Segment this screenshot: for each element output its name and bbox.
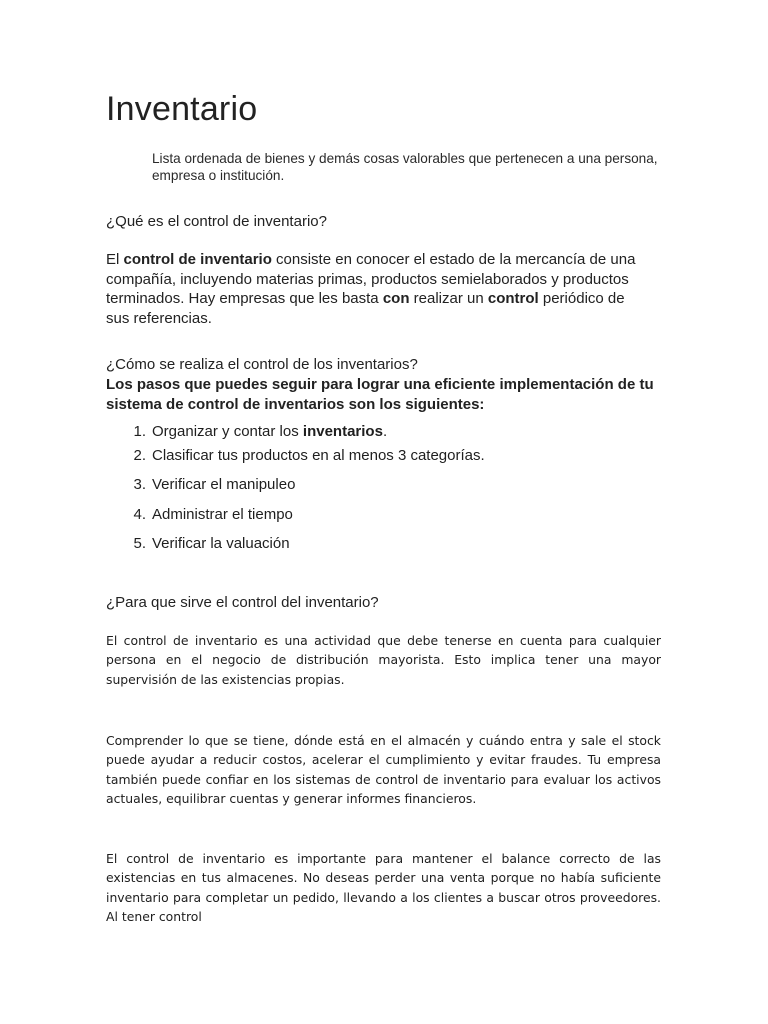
list-item: 5. Verificar la valuación: [133, 535, 290, 552]
list-item: 1. Organizar y contar los inventarios.: [133, 423, 388, 440]
list-item: 2. Clasificar tus productos en al menos 3 categorías.: [133, 447, 485, 464]
page-title: Inventario: [106, 90, 258, 128]
body-paragraph-1: El control de inventario es una actividad que debe tenerse en cuenta para cualquier persona en el negocio de distribución mayorista. Esto implica tener una mayor supervisión de las existencias propias.: [106, 633, 661, 687]
question-how: ¿Cómo se realiza el control de los inventarios?: [106, 356, 418, 373]
question-what-is: ¿Qué es el control de inventario?: [106, 213, 327, 230]
body-paragraph-2: Comprender lo que se tiene, dónde está en el almacén y cuándo entra y sale el stock puede ayudar a reducir costos, acelerar el cumplimiento y evitar fraudes. Tu empresa también puede confiar en los sistemas de control de inventario para evaluar los activos actuales, equilibrar cuentas y generar informes financieros.: [106, 733, 661, 806]
list-item: 4. Administrar el tiempo: [133, 506, 293, 523]
paragraph-control-definition: El control de inventario consiste en conocer el estado de la mercancía de una compañía, incluyendo materias primas, productos semielaborados y productos terminados. Hay empresas que les basta con realizar un control periódico de sus referencias.: [106, 251, 636, 327]
steps-intro: Los pasos que puedes seguir para lograr una eficiente implementación de tu sistema de control de inventarios son los siguientes:: [106, 376, 654, 413]
question-purpose: ¿Para que sirve el control del inventario?: [106, 594, 379, 611]
list-item: 3. Verificar el manipuleo: [133, 476, 296, 493]
body-paragraph-3: El control de inventario es importante para mantener el balance correcto de las existencias en tus almacenes. No deseas perder una venta porque no había suficiente inventario para completar un pedido, llevando a los clientes a buscar otros proveedores. Al tener control: [106, 851, 661, 924]
definition-text: Lista ordenada de bienes y demás cosas valorables que pertenecen a una persona, empresa o institución.: [152, 151, 658, 183]
